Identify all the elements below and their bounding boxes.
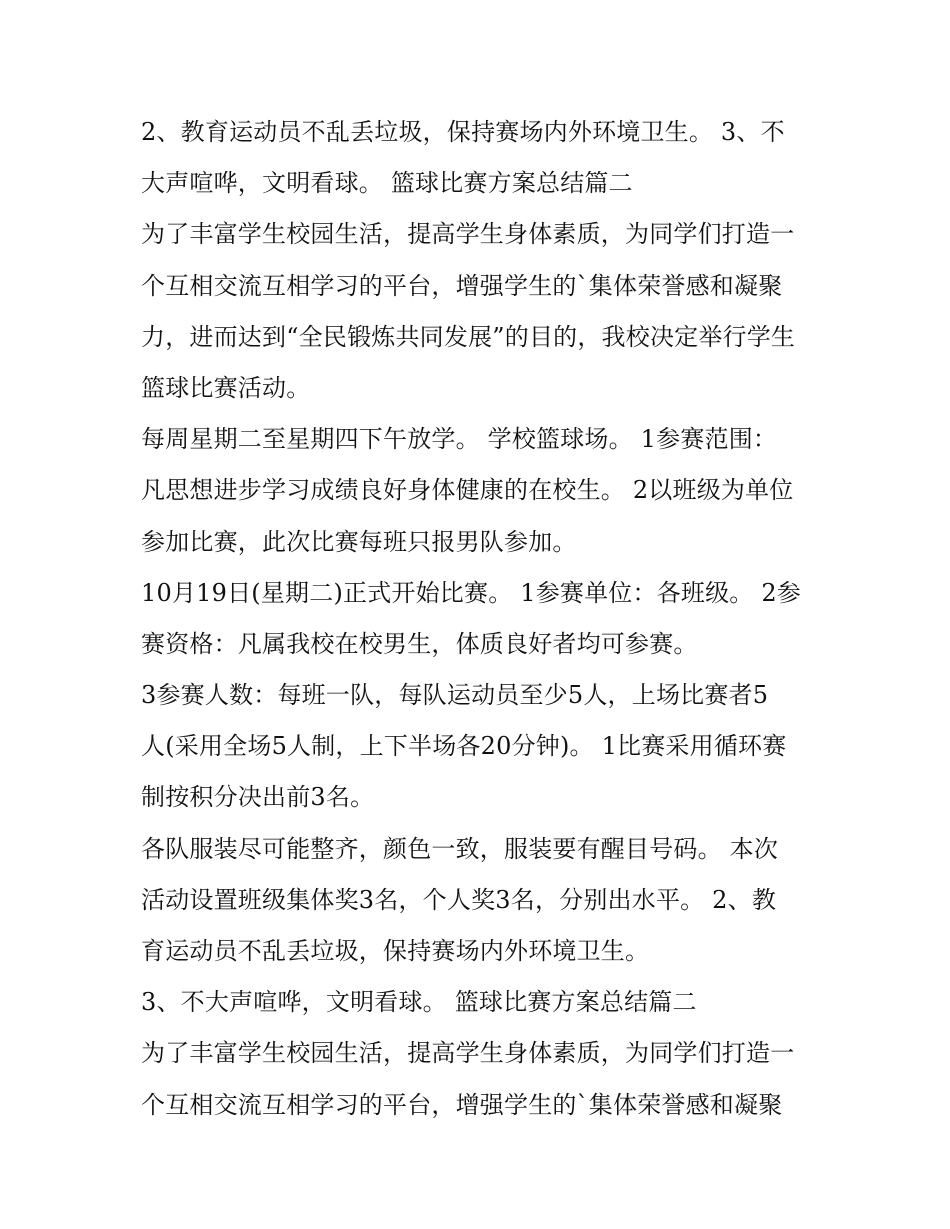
text-line: 制按积分决出前3名。: [141, 783, 375, 812]
text-line: 活动设置班级集体奖3名，个人奖3名，分别出水平。 2、教: [141, 885, 777, 914]
text-line: 每周星期二至星期四下午放学。 学校篮球场。 1参赛范围：: [141, 425, 778, 454]
text-line: 10月19日(星期二)正式开始比赛。 1参赛单位：各班级。 2参: [141, 578, 801, 607]
text-line: 3参赛人数：每班一队，每队运动员至少5人，上场比赛者5: [141, 681, 769, 710]
text-line: 个互相交流互相学习的平台，增强学生的`集体荣誉感和凝聚: [141, 1090, 783, 1119]
text-line: 大声喧哗，文明看球。 篮球比赛方案总结篇二: [141, 169, 633, 198]
text-line: 育运动员不乱丢垃圾，保持赛场内外环境卫生。: [141, 937, 650, 965]
text-line: 人(采用全场5人制，上下半场各20分钟)。 1比赛采用循环赛: [141, 732, 787, 761]
text-line: 个互相交流互相学习的平台，增强学生的`集体荣誉感和凝聚: [141, 271, 783, 300]
text-line: 凡思想进步学习成绩良好身体健康的在校生。 2以班级为单位: [141, 476, 794, 505]
text-line: 各队服装尽可能整齐，颜色一致，服装要有醒目号码。 本次: [141, 834, 779, 863]
text-line: 篮球比赛活动。: [141, 373, 311, 402]
text-line: 参加比赛，此次比赛每班只报男队参加。: [141, 527, 577, 556]
text-line: 力，进而达到“全民锻炼共同发展”的目的，我校决定举行学生: [141, 322, 796, 351]
text-line: 2、教育运动员不乱丢垃圾，保持赛场内外环境卫生。 3、不: [141, 118, 785, 146]
document-body: [141, 107, 821, 1131]
text-line: 3、不大声喧哗，文明看球。 篮球比赛方案总结篇二: [141, 988, 697, 1017]
text-line: 为了丰富学生校园生活，提高学生身体素质，为同学们打造一: [141, 220, 795, 249]
text-line: 为了丰富学生校园生活，提高学生身体素质，为同学们打造一: [141, 1039, 795, 1068]
text-line: 赛资格：凡属我校在校男生，体质良好者均可参赛。: [141, 629, 698, 658]
